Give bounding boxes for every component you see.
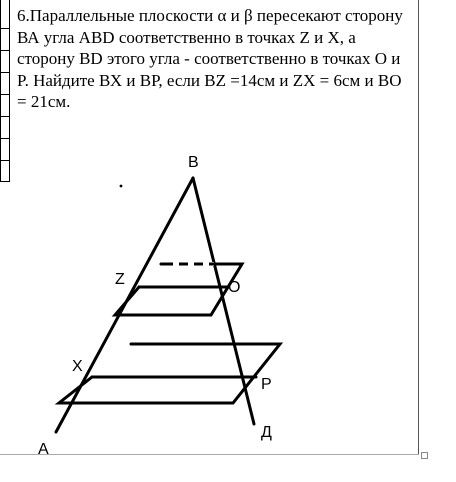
label-o: O	[228, 279, 241, 296]
label-a: A	[38, 441, 49, 458]
problem-statement: 6.Параллельные плоскости α и β пересекают сторону ВА угла ABD соответственно в точках Z и X, а сторону BD этого угла - соответственно в точках O и P. Найдите ВХ и ВР, если BZ =14см и ZX = 6см и BO = 21см.	[17, 6, 403, 111]
stray-dot	[120, 185, 123, 188]
label-p: P	[261, 376, 272, 393]
label-b: B	[188, 154, 199, 171]
label-d: Д	[261, 424, 272, 441]
label-z: Z	[115, 271, 125, 288]
label-x: X	[72, 358, 83, 375]
